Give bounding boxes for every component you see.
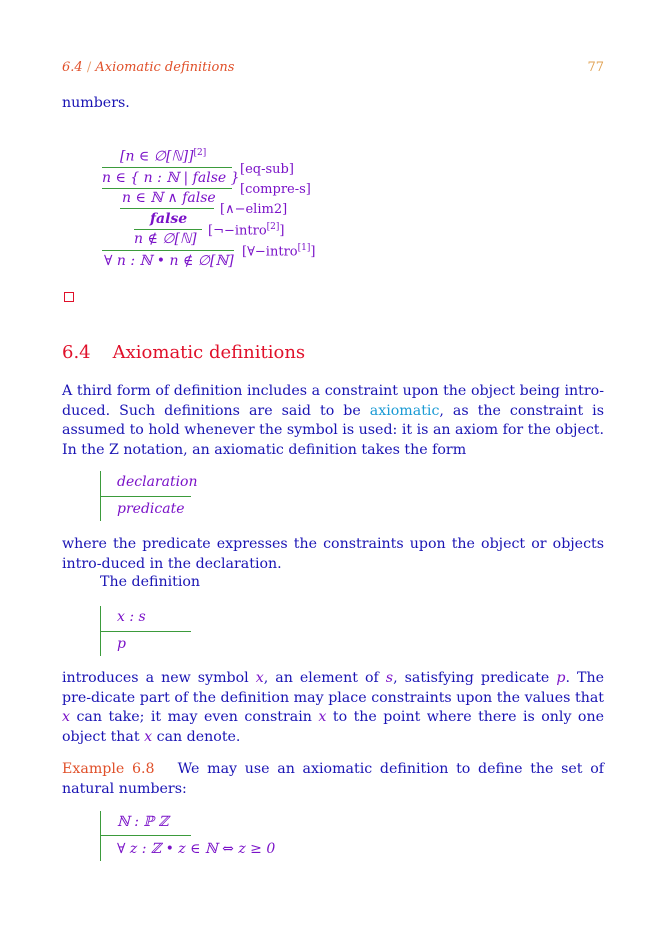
section-heading	[62, 342, 305, 363]
header-slash: /	[86, 60, 92, 75]
example-text: We may use an axiomatic definition to define the set of natural numbers:	[62, 761, 604, 797]
proof-line-1	[120, 148, 206, 165]
schema-predicate: predicate	[117, 501, 185, 517]
justification-1: [eq-sub]	[240, 162, 294, 177]
header-section-ref: 6.4	[62, 60, 83, 75]
justification-4-sup: [2]	[266, 222, 280, 232]
schema-naturals-divider	[101, 835, 191, 836]
p4-a: introduces a new symbol	[62, 670, 256, 686]
p4-p: p	[556, 670, 566, 686]
justification-5	[242, 243, 315, 259]
inference-rule-3	[120, 208, 214, 209]
p4-x1: x	[255, 670, 264, 686]
schema-generic	[100, 471, 198, 521]
paragraph-definition: The definition	[100, 574, 201, 590]
schema-declaration: declaration	[117, 474, 198, 490]
inference-rule-5	[102, 250, 234, 251]
p4-f: to the point where there is only one object that	[62, 709, 604, 745]
paragraph-introduces	[62, 669, 604, 747]
proof-formula-1: [n ∈ ∅[ℕ]]	[120, 148, 194, 165]
schema-xs	[100, 606, 146, 656]
example-label: Example 6.8	[62, 761, 155, 777]
carry-over-text: numbers.	[62, 95, 130, 111]
paragraph-intro-b: , as the constraint is assumed to hold whenever the symbol is used: it is an axiom for the object. In the Z notation, an axiomatic definition takes the form	[62, 402, 604, 458]
justification-4-text: [¬−intro	[208, 223, 267, 239]
schema-naturals-declaration: ℕ : ℙ ℤ	[117, 814, 169, 830]
schema-xs-divider	[101, 631, 191, 632]
paragraph-predicate: where the predicate expresses the constraints upon the object or objects intro-duced in the declaration.	[62, 536, 604, 572]
schema-xs-declaration: x : s	[117, 609, 146, 625]
justification-5-text: [∀−intro	[242, 244, 298, 260]
p4-x2: x	[62, 709, 71, 725]
inference-rule-4	[134, 229, 202, 230]
example-paragraph	[62, 760, 604, 799]
justification-5-sup: [1]	[297, 243, 311, 253]
p4-b: , an element of	[263, 670, 386, 686]
schema-naturals	[100, 811, 276, 861]
section-number: 6.4	[62, 342, 91, 363]
paragraph-intro	[62, 382, 604, 460]
paragraph-intro-a: A third form of definition includes a constraint upon the object being intro-duced. Such definitions are said to be	[62, 383, 604, 419]
schema-divider	[101, 496, 191, 497]
proof-conclusion: ∀ n : ℕ • n ∉ ∅[ℕ]	[104, 253, 234, 269]
justification-4	[208, 222, 284, 238]
page-number: 77	[587, 60, 604, 75]
header-title: Axiomatic definitions	[95, 60, 235, 75]
schema-xs-predicate: p	[117, 636, 126, 652]
inference-rule-2	[102, 188, 232, 189]
p4-x4: x	[144, 728, 153, 745]
proof-formula-4: false	[150, 211, 188, 227]
justification-5-end: ]	[310, 244, 316, 260]
proof-formula-3: n ∈ ℕ ∧ false	[122, 190, 216, 206]
proof-formula-5: n ∉ ∅[ℕ]	[134, 231, 197, 247]
p4-s: s	[385, 670, 394, 686]
p4-e: can take; it may even constrain	[70, 709, 319, 725]
inference-rule-1	[102, 167, 232, 168]
p4-d: . The pre-dicate part of the definition may place constraints upon the values that	[62, 670, 604, 706]
axiomatic-link[interactable]: axiomatic	[369, 402, 440, 419]
p4-x3: x	[318, 709, 327, 725]
qed-symbol	[64, 292, 74, 302]
justification-4-end: ]	[279, 223, 285, 239]
justification-3: [∧−elim2]	[220, 202, 288, 217]
schema-naturals-predicate: ∀ z : ℤ • z ∈ ℕ ⇔ z ≥ 0	[117, 841, 276, 857]
proof-formula-2: n ∈ { n : ℕ | false }	[102, 170, 240, 186]
running-header	[62, 60, 234, 75]
p4-g: can denote.	[152, 728, 241, 745]
justification-2: [compre-s]	[240, 182, 311, 197]
p4-c: , satisfying predicate	[393, 670, 557, 686]
proof-sup-1: [2]	[193, 148, 207, 158]
section-title: Axiomatic definitions	[112, 342, 306, 363]
